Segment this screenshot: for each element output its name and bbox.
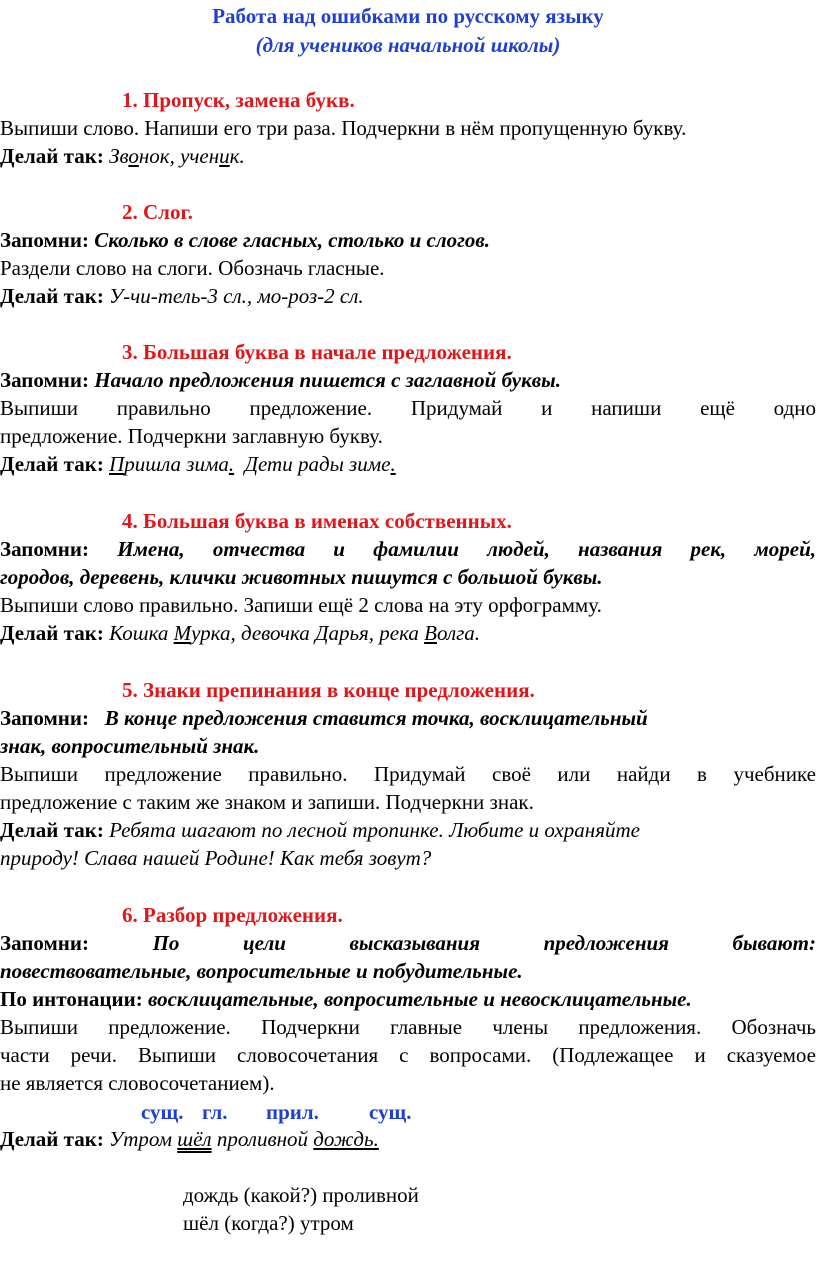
section-5-heading: 5. Знаки препинания в конце предложения.	[122, 678, 535, 702]
pos-label-noun-1: сущ.	[141, 1100, 184, 1124]
section-1-instruction: Выпиши слово. Напиши его три раза. Подчеркни в нём пропущенную букву.	[0, 116, 687, 140]
section-3-instruction-1: Выпиши правильно предложение. Придумай и напиши ещё одно	[0, 396, 816, 420]
section-6-instruction-2: части речи. Выпиши словосочетания с вопросами. (Подлежащее и сказуемое	[0, 1043, 816, 1067]
section-2-rule: Запомни: Сколько в слове гласных, столько и слогов.	[0, 228, 491, 252]
section-5-example-2: природу! Слава нашей Родине! Как тебя зовут?	[0, 846, 432, 870]
phrase-1: дождь (какой?) проливной	[183, 1183, 419, 1207]
section-5-instruction-1: Выпиши предложение правильно. Придумай своё или найди в учебнике	[0, 762, 816, 786]
pos-label-noun-2: сущ.	[369, 1100, 412, 1124]
section-5-instruction-2: предложение с таким же знаком и запиши. Подчеркни знак.	[0, 790, 534, 814]
section-4-rule-2: городов, деревень, клички животных пишутся с большой буквы.	[0, 565, 603, 589]
section-1-example: Делай так: Звонок, ученик.	[0, 144, 245, 168]
phrase-2: шёл (когда?) утром	[183, 1211, 354, 1235]
document-title: Работа над ошибками по русскому языку	[212, 4, 604, 28]
section-6-intonation: По интонации: восклицательные, вопросительные и невосклицательные.	[0, 987, 692, 1011]
section-2-example: Делай так: У-чи-тель-3 сл., мо-роз-2 сл.	[0, 284, 364, 308]
section-3-heading: 3. Большая буква в начале предложения.	[122, 340, 512, 364]
document-subtitle: (для учеников начальной школы)	[255, 33, 561, 57]
pos-label-adjective: прил.	[266, 1100, 319, 1124]
section-4-instruction: Выпиши слово правильно. Запиши ещё 2 слова на эту орфограмму.	[0, 593, 602, 617]
section-2-heading: 2. Слог.	[122, 200, 193, 224]
section-6-rule-1: Запомни: По цели высказывания предложения бывают:	[0, 931, 816, 955]
section-4-rule-1: Запомни: Имена, отчества и фамилии людей, названия рек, морей,	[0, 537, 816, 561]
section-2-instruction: Раздели слово на слоги. Обозначь гласные.	[0, 256, 385, 280]
section-4-heading: 4. Большая буква в именах собственных.	[122, 509, 512, 533]
section-1-heading: 1. Пропуск, замена букв.	[122, 88, 355, 112]
pos-label-verb: гл.	[202, 1100, 228, 1124]
section-6-instruction-1: Выпиши предложение. Подчеркни главные члены предложения. Обозначь	[0, 1015, 816, 1039]
section-4-example: Делай так: Кошка Мурка, девочка Дарья, река Волга.	[0, 621, 481, 645]
section-6-rule-2: повествовательные, вопросительные и побудительные.	[0, 959, 523, 983]
section-5-rule-2: знак, вопросительный знак.	[0, 734, 260, 758]
section-5-rule-1: Запомни: В конце предложения ставится точка, восклицательный	[0, 706, 648, 730]
section-6-example: Делай так: Утром шёл проливной дождь.	[0, 1127, 379, 1151]
section-6-heading: 6. Разбор предложения.	[122, 903, 343, 927]
section-3-example: Делай так: Пришла зима. Дети рады зиме.	[0, 452, 396, 476]
section-3-instruction-2: предложение. Подчеркни заглавную букву.	[0, 424, 383, 448]
section-5-example-1: Делай так: Ребята шагают по лесной тропинке. Любите и охраняйте	[0, 818, 640, 842]
section-3-rule: Запомни: Начало предложения пишется с заглавной буквы.	[0, 368, 561, 392]
section-6-instruction-3: не является словосочетанием).	[0, 1071, 275, 1095]
